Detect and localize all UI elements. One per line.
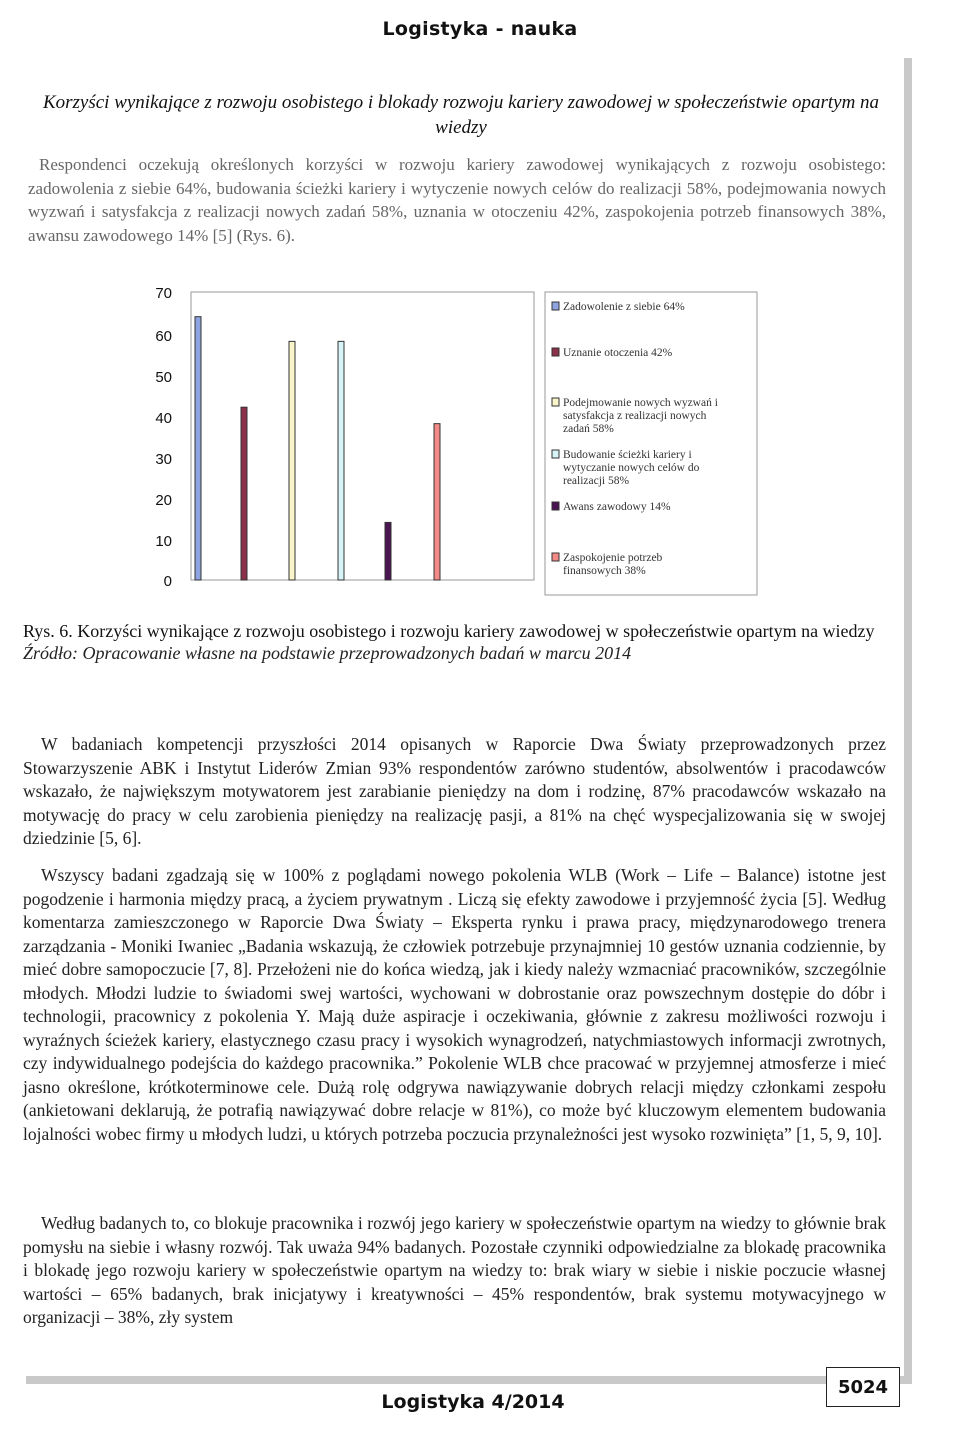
legend-label: Awans zawodowy 14% [563, 501, 671, 513]
legend-swatch [552, 348, 559, 356]
y-tick-label: 50 [155, 369, 172, 386]
journal-header: Logistyka - nauka [382, 18, 578, 40]
legend-swatch [552, 450, 559, 458]
legend-swatch [552, 553, 559, 561]
y-tick-label: 20 [155, 492, 172, 509]
bar-chart [0, 280, 960, 610]
bar [338, 341, 344, 580]
paragraph-1: W badaniach kompetencji przyszłości 2014 opisanych w Raporcie Dwa Światy przeprowadzonych przez Stowarzyszenie ABK i Instytut Liderów Zmian 93% respondentów zarówno studentów, absolwentów i pracodawców wskazało, że największym motywatorem jest zarabianie pieniędzy na dom i rodzinę, 87% pracodawców wskazało na motywację do pracy w celu zarobienia pieniędzy na realizację pasji, a 81% na chęć wyspecjalizowania się w swojej dziedzinie [5, 6]. [23, 734, 886, 848]
y-tick-label: 30 [155, 451, 172, 468]
bar-chart-svg [0, 280, 960, 610]
legend-label: Uznanie otoczenia 42% [563, 347, 673, 359]
bar [434, 424, 440, 580]
legend-label: Budowanie ścieżki kariery i wytyczanie nowych celów do realizacji 58% [563, 449, 700, 487]
section-title: Korzyści wynikające z rozwoju osobistego i blokady rozwoju kariery zawodowej w społeczeństwie opartym na wiedzy [42, 92, 880, 138]
paragraph-3: Według badanych to, co blokuje pracownika i rozwój jego kariery w społeczeństwie opartym na wiedzy to głównie brak pomysłu na siebie i własny rozwój. Tak uważa 94% badanych. Pozostałe czynniki odpowiedzialne za blokadę pracownika i blokadę jego rozwoju kariery w społeczeństwie opartym na wiedzy to: brak wiary w siebie i niskie poczucie własnej wartości – 65% badanych, brak inicjatywy i kreatywności – 45% respondentów, brak systemu motywacyjnego w organizacji – 38%, zły system [23, 1213, 886, 1327]
legend-label: Zadowolenie z siebie 64% [563, 301, 685, 313]
bar [241, 407, 247, 580]
bar [195, 317, 201, 580]
figure-source: Źródło: Opracowanie własne na podstawie przeprowadzonych badań w marcu 2014 [23, 643, 632, 663]
y-tick-label: 10 [155, 533, 172, 550]
figure-label: Rys. 6. [23, 621, 73, 641]
y-tick-label: 70 [155, 285, 172, 302]
legend-label: Podejmowanie nowych wyzwań i satysfakcja z realizacji nowych zadań 58% [563, 397, 718, 435]
page-number: 5024 [826, 1367, 900, 1407]
legend-swatch [552, 302, 559, 310]
figure-caption [23, 620, 893, 664]
legend-label: Zaspokojenie potrzeb finansowych 38% [563, 552, 663, 577]
paragraph-2: Wszyscy badani zgadzają się w 100% z poglądami nowego pokolenia WLB (Work – Life – Balance) istotne jest pogodzenie i harmonia między pracą, a życiem prywatnym . Liczą się efekty zawodowe i przyjemność życia [5]. Według komentarza zamieszczonego w Raporcie Dwa Światy – Eksperta rynku i prawa pracy, międzynarodowego trenera zarządzania - Moniki Iwaniec „Badania wskazują, że człowiek potrzebuje przynajmniej 10 gestów uznania codziennie, by mieć dobre samopoczucie [7, 8]. Przełożeni nie do końca wiedzą, jak i kiedy należy wzmacniać pracowników, szczególnie młodych. Młodzi ludzie to świadomi swej wartości, wychowani w dobrostanie oraz powszechnym dostępie do dóbr i technologii, pracownicy z pokolenia Y. Mają duże aspiracje i oczekiwania, głównie z zakresu możliwości rozwoju i wyraźnych ścieżek kariery, elastycznego czasu pracy i wysokich wynagrodzeń, natychmiastowych informacji zwrotnych, czy indywidualnego podejścia do każdego pracownika.” Pokolenie WLB chce pracować w przyjemnej atmosferze i mieć jasno określone, krótkoterminowe cele. Dużą rolę odgrywa nawiązywanie dobrych relacji między członkami zespołu (ankietowani deklarują, że potrafią nawiązywać dobre relacje w 81%), co może być kluczowym elementem budowania lojalności wobec firmy u młodych ludzi, u których potrzeba poczucia przynależności jest wysoko rozwinięta” [1, 5, 9, 10]. [23, 865, 886, 1144]
legend-swatch [552, 398, 559, 406]
intro-paragraph: Respondenci oczekują określonych korzyści w rozwoju kariery zawodowej wynikających z rozwoju osobistego: zadowolenia z siebie 64%, budowania ścieżki kariery i wytyczenie nowych celów do realizacji 58%, podejmowania nowych wyzwań i satysfakcja z realizacji nowych zadań 58%, uznania w otoczeniu 42%, zaspokojenia potrzeb finansowych 38%, awansu zawodowego 14% [5] (Rys. 6). [28, 155, 886, 245]
y-tick-label: 40 [155, 410, 172, 427]
y-tick-label: 60 [155, 328, 172, 345]
legend-swatch [552, 502, 559, 510]
bar [385, 522, 391, 580]
content-frame [18, 50, 904, 1376]
legend-box [545, 292, 757, 595]
footer-issue: Logistyka 4/2014 [381, 1391, 565, 1413]
y-tick-label: 0 [163, 573, 172, 590]
bar [289, 341, 295, 580]
figure-caption-text: Korzyści wynikające z rozwoju osobistego i rozwoju kariery zawodowej w społeczeństwie opartym na wiedzy [77, 621, 875, 641]
